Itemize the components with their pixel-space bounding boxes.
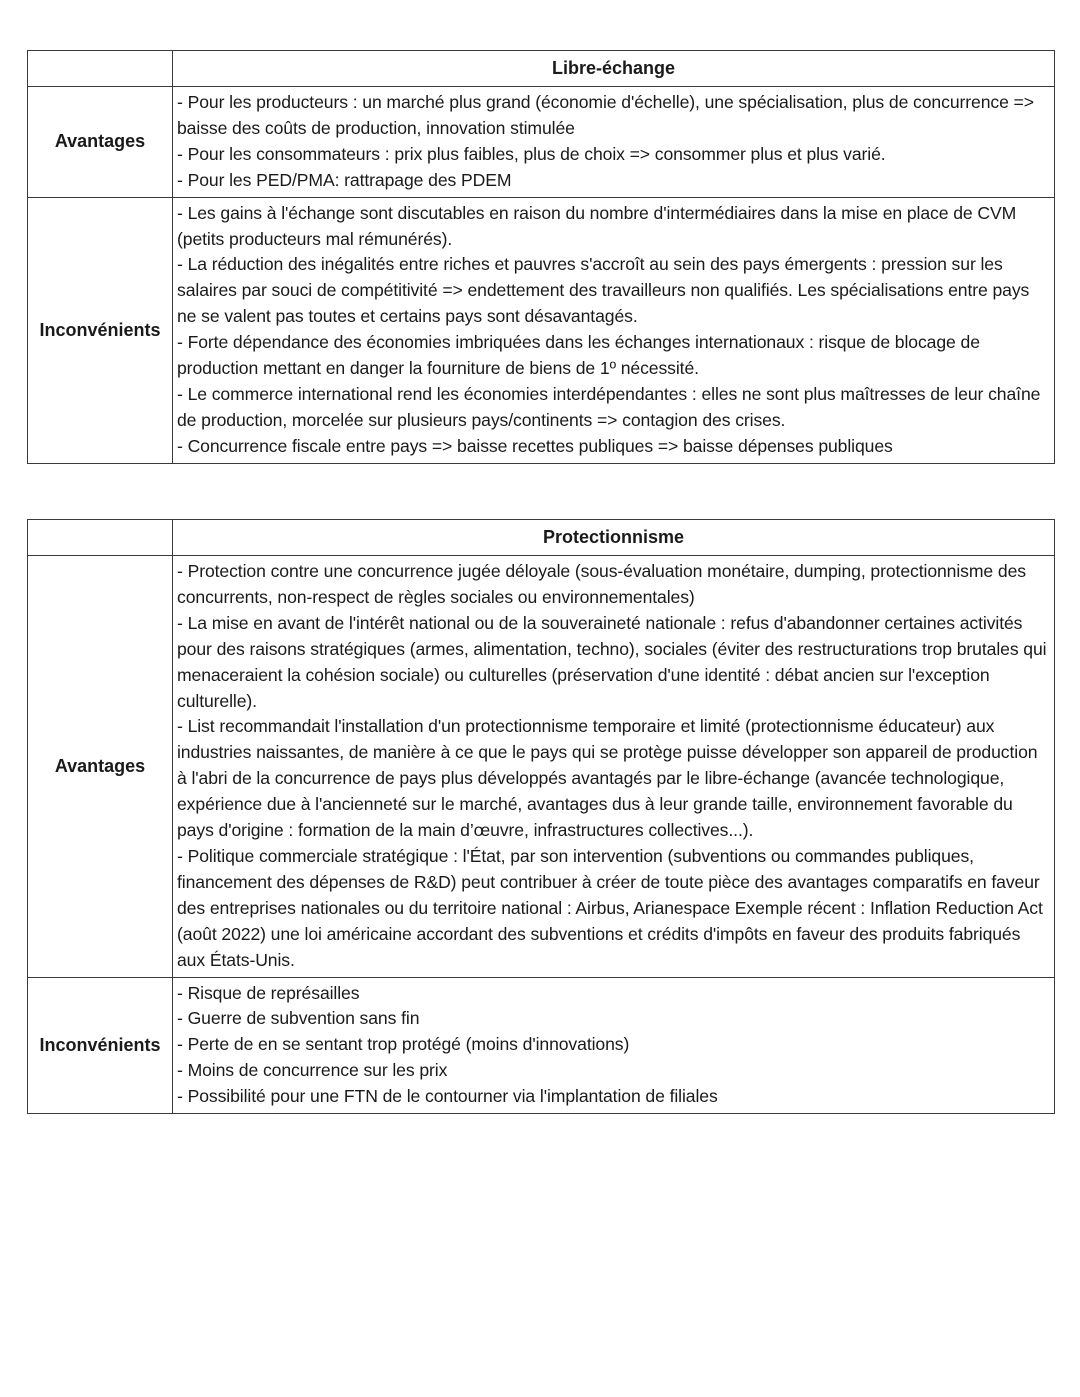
libre-echange-avantages-list [177,90,1050,194]
list-item: - Guerre de subvention sans fin [177,1006,1050,1032]
protectionnisme-inconvenients-list [177,981,1050,1111]
list-item: - Les gains à l'échange sont discutables en raison du nombre d'intermédiaires dans la mise en place de CVM (petits producteurs mal rémunérés). [177,201,1050,253]
list-item: - Perte de en se sentant trop protégé (moins d'innovations) [177,1032,1050,1058]
protectionnisme-inconvenients-content [173,977,1055,1114]
list-item: - List recommandait l'installation d'un protectionnisme temporaire et limité (protectionnisme éducateur) aux industries naissantes, de manière à ce que le pays qui se protège puisse développer son appareil de production à l'abri de la concurrence de pays plus développés avantagés par le libre-échange (avancée technologique, expérience due à l'ancienneté sur le marché, avantages dus à leur grande taille, environnement favorable du pays d'origine : formation de la main d’œuvre, infrastructures collectives...). [177,714,1050,844]
protectionnisme-title: Protectionnisme [173,520,1055,556]
list-item: - Protection contre une concurrence jugée déloyale (sous-évaluation monétaire, dumping, protectionnisme des concurrents, non-respect de règles sociales ou environnementales) [177,559,1050,611]
list-item: - Pour les PED/PMA: rattrapage des PDEM [177,168,1050,194]
libre-echange-avantages-content [173,87,1055,198]
list-item: - Moins de concurrence sur les prix [177,1058,1050,1084]
list-item: - Pour les consommateurs : prix plus faibles, plus de choix => consommer plus et plus varié. [177,142,1050,168]
libre-echange-table [27,50,1055,464]
libre-echange-inconvenients-row [28,197,1055,463]
list-item: - La mise en avant de l'intérêt national ou de la souveraineté nationale : refus d'abandonner certaines activités pour des raisons stratégiques (armes, alimentation, techno), sociales (éviter des restructurations trop brutales qui menaceraient la cohésion sociale) ou culturelles (préservation d'une identité : débat ancien sur l'exception culturelle). [177,611,1050,715]
protectionnisme-avantages-content [173,556,1055,978]
libre-echange-inconvenients-label: Inconvénients [28,197,173,463]
libre-echange-inconvenients-list [177,201,1050,460]
protectionnisme-avantages-list [177,559,1050,974]
list-item: - Forte dépendance des économies imbriquées dans les échanges internationaux : risque de blocage de production mettant en danger la fourniture de biens de 1º nécessité. [177,330,1050,382]
libre-echange-inconvenients-content [173,197,1055,463]
protectionnisme-avantages-label: Avantages [28,556,173,978]
header-empty-cell [28,520,173,556]
protectionnisme-inconvenients-label: Inconvénients [28,977,173,1114]
list-item: - Possibilité pour une FTN de le contourner via l'implantation de filiales [177,1084,1050,1110]
libre-echange-avantages-row [28,87,1055,198]
protectionnisme-table [27,519,1055,1114]
protectionnisme-avantages-row [28,556,1055,978]
list-item: - Politique commerciale stratégique : l'État, par son intervention (subventions ou commandes publiques, financement des dépenses de R&D) peut contribuer à créer de toute pièce des avantages comparatifs en faveur des entreprises nationales ou du territoire national : Airbus, Arianespace Exemple récent : Inflation Reduction Act (août 2022) une loi américaine accordant des subventions et crédits d'impôts en faveur des produits fabriqués aux États-Unis. [177,844,1050,974]
header-empty-cell [28,51,173,87]
libre-echange-header-row [28,51,1055,87]
protectionnisme-inconvenients-row [28,977,1055,1114]
protectionnisme-header-row [28,520,1055,556]
libre-echange-title: Libre-échange [173,51,1055,87]
list-item: - La réduction des inégalités entre riches et pauvres s'accroît au sein des pays émergents : pression sur les salaires par souci de compétitivité => endettement des travailleurs non qualifiés. Les spécialisations entre pays ne se valent pas toutes et certains pays sont désavantagés. [177,252,1050,330]
list-item: - Concurrence fiscale entre pays => baisse recettes publiques => baisse dépenses publiques [177,434,1050,460]
list-item: - Le commerce international rend les économies interdépendantes : elles ne sont plus maîtresses de leur chaîne de production, morcelée sur plusieurs pays/continents => contagion des crises. [177,382,1050,434]
list-item: - Risque de représailles [177,981,1050,1007]
list-item: - Pour les producteurs : un marché plus grand (économie d'échelle), une spécialisation, plus de concurrence => baisse des coûts de production, innovation stimulée [177,90,1050,142]
libre-echange-avantages-label: Avantages [28,87,173,198]
